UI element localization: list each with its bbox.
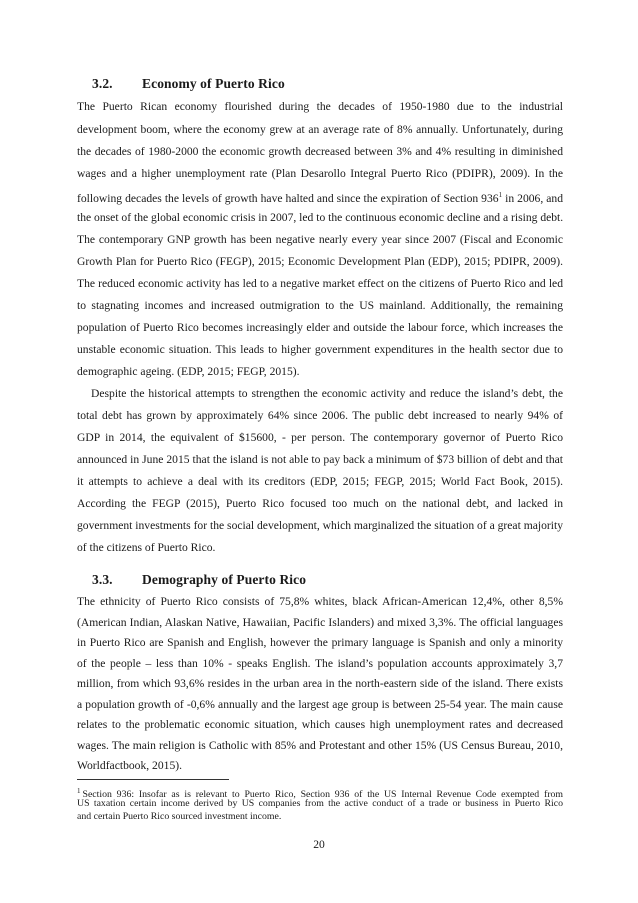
paragraph-line: unstable economic situation. This leads to higher government expenditures in the health sector due to (77, 343, 563, 356)
footnote-line (77, 785, 563, 800)
text-segment: in 2006, and (502, 192, 563, 205)
paragraph-line: development boom, where the economy grew at an average rate of 8% annually. Unfortunately, during (77, 123, 563, 136)
paragraph-line: Despite the historical attempts to strengthen the economic activity and reduce the island’s debt, the (91, 387, 563, 400)
section-title: Economy of Puerto Rico (142, 76, 285, 91)
paragraph-line: Worldfactbook, 2015). (77, 759, 182, 772)
footnote-line: and certain Puerto Rico sourced investment income. (77, 811, 282, 822)
paragraph-line: population of Puerto Rico becomes increasingly elder and outside the labour force, which increases the (77, 321, 563, 334)
paragraph-line: Growth Plan for Puerto Rico (FEGP), 2015; Economic Development Plan (EDP), 2015; PDIPR, 2009). (77, 255, 563, 268)
section-number: 3.3. (92, 572, 113, 587)
footnote-mark: 1 (77, 787, 81, 795)
page-number: 20 (313, 838, 325, 851)
paragraph-line: a population growth of -0,6% annually and the largest age group is between 25-54 year. The main cause (77, 698, 563, 711)
paragraph-line: the onset of the global economic crisis in 2007, led to the continuous economic decline and a rising debt. (77, 211, 564, 224)
paragraph-line: of the people – less than 10% - speaks English. The island’s population accounts approximately 3,7 (77, 657, 563, 670)
paragraph-line: the decades of 1980-2000 the economic growth decreased between 3% and 4% resulting in diminished (77, 145, 563, 158)
paragraph-line: According the FEGP (2015), Puerto Rico focused too much on the national debt, and lacked in (77, 497, 563, 510)
paragraph-line: The Puerto Rican economy flourished during the decades of 1950-1980 due to the industrial (77, 100, 563, 113)
section-number: 3.2. (92, 76, 113, 91)
paragraph-line: total debt has grown by approximately 64% since 2006. The public debt increased to nearly 94% of (77, 409, 563, 422)
paragraph-line: of the citizens of Puerto Rico. (77, 541, 216, 554)
footnote-separator (77, 779, 229, 780)
paragraph-line: The reduced economic activity has led to a negative market effect on the citizens of Puerto Rico and led (77, 277, 563, 290)
paragraph-line: relates to the problematic economic situation, which causes high unemployment rates and decreased (77, 718, 563, 731)
paragraph-line: announced in June 2015 that the island is not able to pay back a minimum of $73 billion of debt and that (77, 453, 563, 466)
paragraph-line: in Puerto Rico are Spanish and English, however the primary language is Spanish and only a minority (77, 636, 563, 649)
section-title: Demography of Puerto Rico (142, 572, 307, 587)
text-segment: following decades the levels of growth have halted and since the expiration of Section 936 (77, 192, 499, 205)
paragraph-line: The ethnicity of Puerto Rico consists of 75,8% whites, black African-American 12,4%, other 8,5% (77, 595, 563, 608)
section-heading-economy (77, 76, 285, 92)
footnote-reference: 1 (498, 191, 503, 199)
paragraph-line: wages and a higher unemployment rate (Plan Desarollo Integral Puerto Rico (PDIPR), 2009). In the (77, 167, 563, 180)
paragraph-line: wages. The main religion is Catholic with 85% and Protestant and other 15% (US Census Bureau, 2010, (77, 739, 563, 752)
paragraph-line: The contemporary GNP growth has been negative nearly every year since 2007 (Fiscal and Economic (77, 233, 563, 246)
paragraph-line: GDP in 2014, the equivalent of $15600, - per person. The contemporary governor of Puerto Rico (77, 431, 563, 444)
paragraph-line: million, from which 93,6% resides in the urban area in the north-eastern side of the island. There exists (77, 677, 563, 690)
paragraph-line: demographic ageing. (EDP, 2015; FEGP, 2015). (77, 365, 300, 378)
paragraph-line: (American Indian, Alaskan Native, Hawaiian, Pacific Islanders) and mixed 3,3%. The official languages (77, 616, 563, 629)
paragraph-line: to stagnating incomes and increased outmigration to the US mainland. Additionally, the remaining (77, 299, 563, 312)
paragraph-line: it attempts to achieve a deal with its creditors (EDP, 2015; FEGP, 2015; World Fact Book, 2015). (77, 475, 563, 488)
footnote-line: US taxation certain income derived by US companies from the active conduct of a trade or business in Puerto Rico (77, 798, 563, 809)
footnote-text: Section 936: Insofar as is relevant to Puerto Rico, Section 936 of the US Internal Revenue Code exempted from (82, 789, 563, 800)
paragraph-line: government investments for the social development, which marginalized the situation of a great majority (77, 519, 563, 532)
paragraph-line-with-footnote (77, 188, 563, 203)
section-heading-demography (77, 572, 306, 588)
